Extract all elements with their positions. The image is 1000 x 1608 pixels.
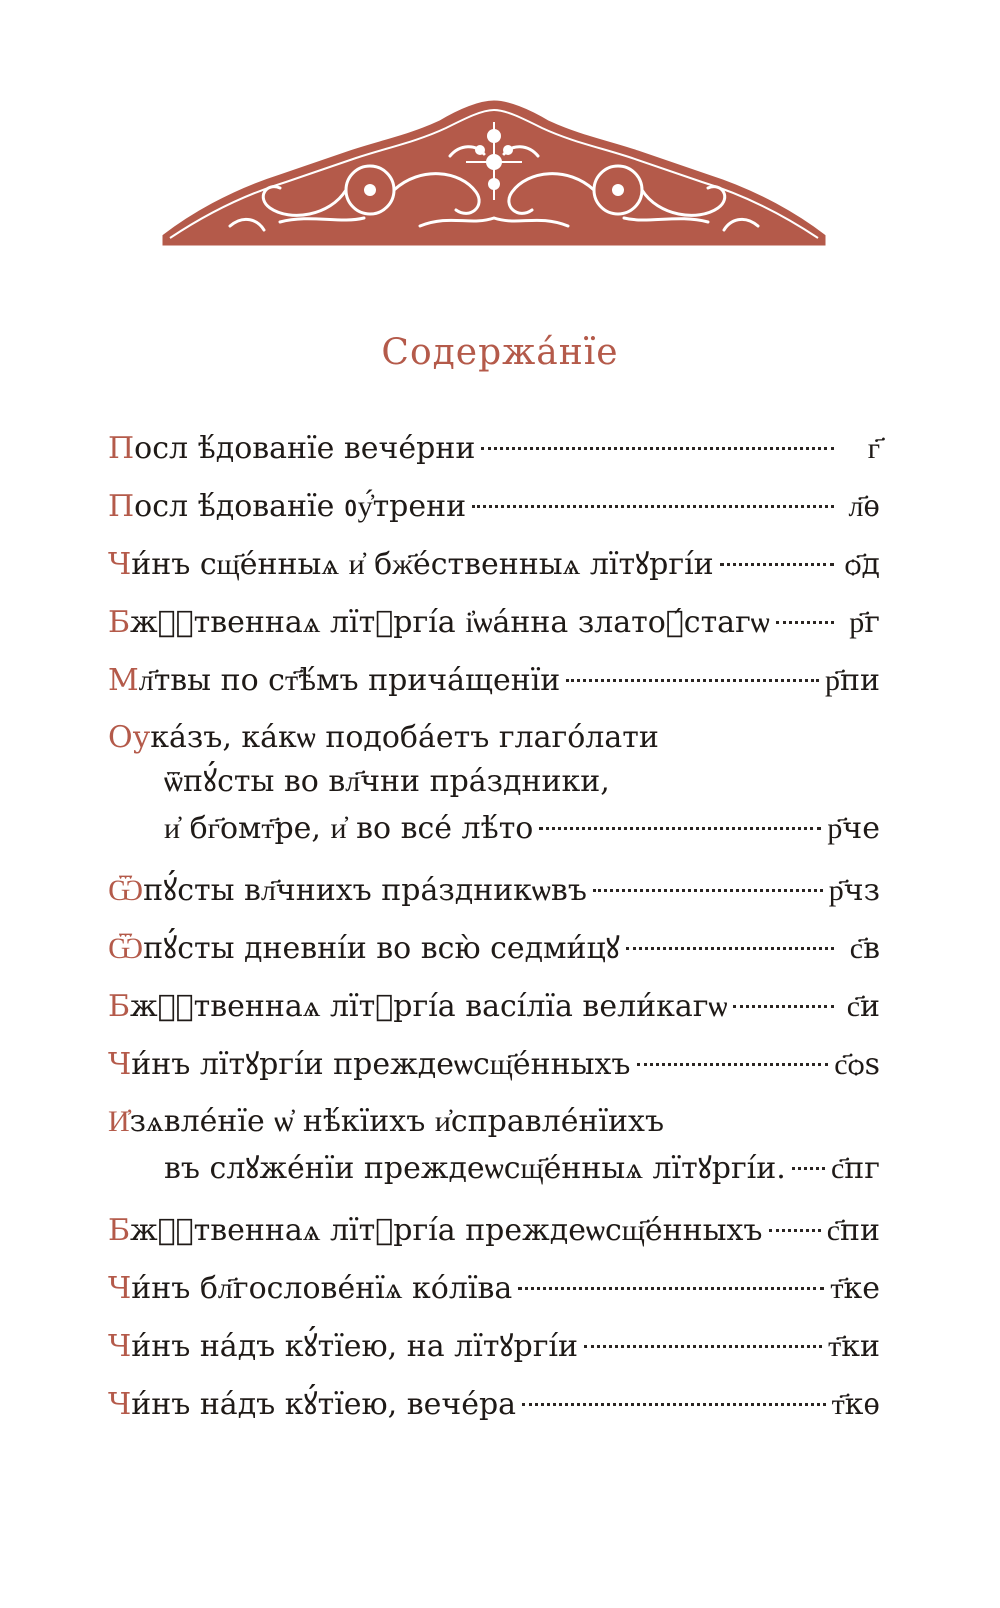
drop-initial: Ч — [108, 1329, 132, 1364]
drop-initial: П — [108, 431, 135, 466]
dot-leader — [522, 1403, 825, 1406]
toc-entry-15[interactable] — [108, 1376, 880, 1434]
page-number: т҃кѳ — [831, 1387, 880, 1422]
toc-entry-3[interactable] — [108, 536, 880, 594]
toc-entry-7[interactable] — [108, 862, 880, 920]
toc-entry-5[interactable] — [108, 652, 880, 710]
drop-initial: М — [108, 663, 139, 698]
dot-leader — [637, 1063, 829, 1066]
dot-leader — [776, 621, 834, 624]
dot-leader — [539, 827, 821, 830]
dot-leader — [472, 505, 834, 508]
toc-entry-text: Ѿпꙋ́сты дневні́и во всю̀ седми́цꙋ — [108, 931, 620, 966]
dot-leader — [733, 1005, 834, 1008]
page-number: ѻ҃д — [844, 547, 880, 582]
page-title: Содержа́нїе — [381, 332, 619, 373]
ornamental-headpiece-icon — [160, 96, 828, 246]
toc-entry-text: Посл ѣ́дованїе ᲂу҆́трени — [108, 489, 467, 524]
toc-entry-12[interactable] — [108, 1202, 880, 1260]
toc-entry-text: Чи́нъ сщ҃е́нныѧ и҆ бж҃е́ственныѧ лїтꙋргі́и — [108, 547, 714, 582]
page-number: с҃и — [846, 989, 880, 1024]
page-number: с҃в — [849, 931, 880, 966]
page-number: г҃ — [867, 431, 880, 466]
page-number: т҃ки — [828, 1329, 880, 1364]
dot-leader — [720, 563, 834, 566]
drop-initial: И҆ — [108, 1104, 130, 1139]
toc-entry-text: Чи́нъ лїтꙋргі́и преждеѡсщ҃е́нныхъ — [108, 1047, 631, 1082]
page-number: с҃ѻѕ — [834, 1047, 880, 1082]
page-number: р҃г — [849, 605, 880, 640]
drop-initial: Ѿ — [108, 931, 144, 966]
toc-entry-11[interactable] — [108, 1094, 880, 1202]
toc-entry-1[interactable] — [108, 420, 880, 478]
dot-leader — [769, 1229, 821, 1232]
toc-entry-text: Чи́нъ на́дъ кꙋ́тїею, на лїтꙋргі́и — [108, 1329, 578, 1364]
dot-leader — [584, 1345, 822, 1348]
toc-entry-text: Чи́нъ на́дъ кꙋ́тїею, вече́ра — [108, 1387, 517, 1422]
drop-initial: Ч — [108, 1047, 132, 1082]
dot-leader — [518, 1287, 824, 1290]
drop-initial: Б — [108, 1213, 131, 1248]
dot-leader — [626, 947, 834, 950]
toc-entry-text: Ѿпꙋ́сты вл҃чнихъ пра́здникѡвъ — [108, 873, 587, 908]
dot-leader — [566, 679, 819, 682]
toc-entry-text: Бжⷭ҇твеннаѧ лїтꙋргі́а преждеѡсщ҃е́нныхъ — [108, 1213, 763, 1248]
dot-leader — [593, 889, 823, 892]
toc-entry-text: Бжⷭ҇твеннаѧ лїтꙋргі́а васі́лїа вели́кагѡ — [108, 989, 728, 1024]
drop-initial: П — [108, 489, 135, 524]
toc-entry-13[interactable] — [108, 1260, 880, 1318]
toc-entry-text: Бжⷭ҇твеннаѧ лїтꙋргі́а і҆ѡа́нна златоꙋ́стагѡ — [108, 605, 770, 640]
page-number: л҃ѳ — [848, 489, 880, 524]
toc-entry-text: Чи́нъ бл҃гослове́нїѧ ко́лїва — [108, 1271, 513, 1306]
page-number: р҃пи — [825, 663, 880, 698]
page-number: р҃чз — [828, 873, 880, 908]
drop-initial: Б — [108, 989, 131, 1024]
drop-initial: Ч — [108, 1387, 132, 1422]
toc-entry-10[interactable] — [108, 1036, 880, 1094]
toc-entry-text: Оука́зъ, ка́кѡ подоба́етъ глаго́лати — [108, 720, 659, 755]
toc-entry-continuation: въ слꙋже́нїи преждеѡсщ҃е́нныѧ лїтꙋргі́и. — [164, 1151, 786, 1186]
toc-entry-6[interactable] — [108, 710, 880, 862]
toc-entry-text: Мл҃твы по ст҃ѣ́мъ прича́щенїи — [108, 663, 561, 698]
toc-entry-2[interactable] — [108, 478, 880, 536]
dot-leader — [481, 447, 834, 450]
toc-entry-text: И҆зѧвле́нїе ѡ҆ нѣ́кїихъ и҆справле́нїихъ — [108, 1104, 665, 1139]
toc-entry-text: Посл ѣ́дованїе вече́рни — [108, 431, 476, 466]
page-number: с҃пг — [830, 1151, 880, 1186]
toc-entry-14[interactable] — [108, 1318, 880, 1376]
toc-entry-continuation: ѿпꙋ́сты во вл҃чни пра́здники, — [164, 764, 610, 799]
page-number: т҃ке — [830, 1271, 880, 1306]
page-number: с҃пи — [826, 1213, 880, 1248]
toc-entry-continuation: и҆ бг҃омт҃ре, и҆ во все́ лѣ́то — [164, 811, 534, 846]
page-number: р҃че — [827, 811, 880, 846]
toc-entry-4[interactable] — [108, 594, 880, 652]
drop-initial: Б — [108, 605, 131, 640]
toc-entry-9[interactable] — [108, 978, 880, 1036]
drop-initial: Ѿ — [108, 873, 144, 908]
drop-initial: Оу — [108, 720, 151, 755]
dot-leader — [792, 1167, 825, 1170]
drop-initial: Ч — [108, 1271, 132, 1306]
table-of-contents — [108, 420, 880, 1434]
toc-entry-8[interactable] — [108, 920, 880, 978]
drop-initial: Ч — [108, 547, 132, 582]
